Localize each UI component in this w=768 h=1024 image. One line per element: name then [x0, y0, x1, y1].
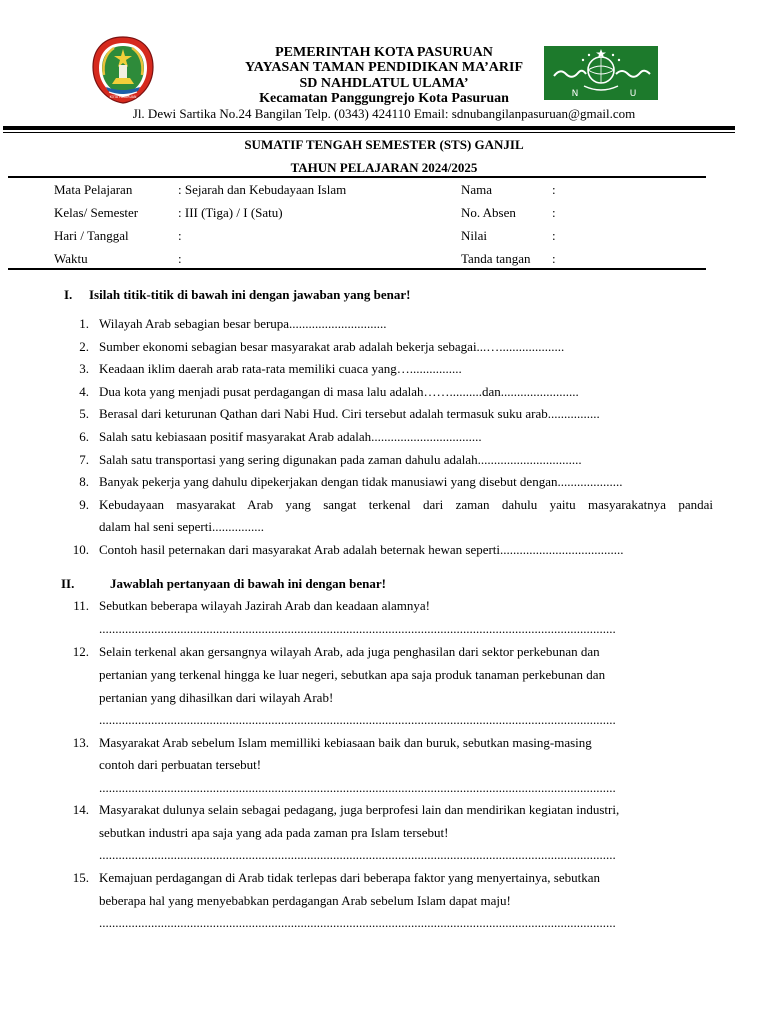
- question-number: 11.: [73, 598, 89, 613]
- identity-value: :: [552, 251, 556, 266]
- question-number: 2.: [79, 339, 89, 354]
- question-number: 3.: [79, 361, 89, 376]
- header-foundation: YAYASAN TAMAN PENDIDIKAN MA’ARIF: [244, 60, 524, 75]
- identity-value: : Sejarah dan Kebudayaan Islam: [178, 182, 347, 197]
- question-text: Sebutkan beberapa wilayah Jazirah Arab dan keadaan alamnya!: [99, 598, 430, 613]
- identity-top-border: [8, 176, 706, 178]
- answer-line[interactable]: ...............................................................................................................................................................: [99, 780, 616, 795]
- identity-label: Mata Pelajaran: [54, 182, 133, 197]
- header-divider-thin: [3, 132, 735, 133]
- question-text: Masyarakat dulunya selain sebagai pedagang, juga berprofesi lain dan mendirikan kegiatan industri,: [99, 802, 620, 817]
- answer-line[interactable]: ...............................................................................................................................................................: [99, 915, 616, 930]
- header-address: Jl. Dewi Sartika No.24 Bangilan Telp. (0343) 424110 Email: sdnubangilanpasuruan@gmail.com: [132, 106, 636, 121]
- identity-bottom-border: [8, 268, 706, 270]
- question-text-continued: beberapa hal yang menyebabkan perdagangan Arab sebelum Islam dapat maju!: [99, 893, 511, 908]
- header-divider-thick: [3, 126, 735, 130]
- svg-text:KOTA PASURUAN: KOTA PASURUAN: [109, 95, 137, 99]
- question-text-continued: dalam hal seni seperti................: [99, 519, 264, 534]
- question-text: Banyak pekerja yang dahulu dipekerjakan dengan tidak manusiawi yang disebut dengan....................: [99, 474, 623, 489]
- question-number: 7.: [79, 452, 89, 467]
- answer-line[interactable]: ...............................................................................................................................................................: [99, 712, 616, 727]
- header-school-name: SD NAHDLATUL ULAMA’: [299, 76, 469, 91]
- answer-line[interactable]: ...............................................................................................................................................................: [99, 621, 616, 636]
- question-text: Masyarakat Arab sebelum Islam memilliki kebiasaan baik dan buruk, sebutkan masing-masing: [99, 735, 592, 750]
- header-district: Kecamatan Panggungrejo Kota Pasuruan: [259, 91, 509, 106]
- question-number: 13.: [72, 735, 89, 750]
- identity-value: :: [178, 228, 182, 243]
- question-number: 12.: [72, 644, 89, 659]
- identity-label: No. Absen: [461, 205, 516, 220]
- identity-label: Hari / Tanggal: [54, 228, 129, 243]
- identity-value: :: [552, 182, 556, 197]
- question-text: Sumber ekonomi sebagian besar masyarakat arab adalah bekerja sebagai...…....................: [99, 339, 565, 354]
- svg-text:U: U: [629, 89, 637, 99]
- section-heading: Jawablah pertanyaan di bawah ini dengan benar!: [110, 576, 386, 591]
- question-number: 14.: [72, 802, 89, 817]
- question-number: 1.: [79, 316, 89, 331]
- header-government: PEMERINTAH KOTA PASURUAN: [275, 45, 493, 60]
- question-number: 5.: [79, 406, 89, 421]
- identity-label: Nama: [461, 182, 493, 197]
- question-text: Dua kota yang menjadi pusat perdagangan di masa lalu adalah……..........dan........................: [99, 384, 579, 399]
- answer-line[interactable]: ...............................................................................................................................................................: [99, 847, 616, 862]
- question-text: Berasal dari keturunan Qathan dari Nabi Hud. Ciri tersebut adalah termasuk suku arab................: [99, 406, 600, 421]
- identity-value: : III (Tiga) / I (Satu): [178, 205, 283, 220]
- question-text: Kemajuan perdagangan di Arab tidak terlepas dari beberapa faktor yang menyertainya, sebutkan: [99, 870, 601, 885]
- question-text: Selain terkenal akan gersangnya wilayah Arab, ada juga penghasilan dari sektor perkebunan dan: [99, 644, 600, 659]
- identity-value: :: [552, 228, 556, 243]
- question-number: 15.: [72, 870, 89, 885]
- identity-value: :: [178, 251, 182, 266]
- section-number: I.: [64, 287, 73, 302]
- identity-label: Tanda tangan: [461, 251, 531, 266]
- question-number: 6.: [79, 429, 89, 444]
- question-text: Kebudayaan masyarakat Arab yang sangat terkenal dari zaman dahulu yaitu masyarakatnya pandai: [99, 497, 713, 512]
- question-number: 8.: [79, 474, 89, 489]
- question-text: Keadaan iklim daerah arab rata-rata memiliki cuaca yang…................: [99, 361, 462, 376]
- question-number: 10.: [72, 542, 89, 557]
- question-number: 9.: [79, 497, 89, 512]
- question-text: Wilayah Arab sebagian besar berupa..............................: [99, 316, 387, 331]
- question-number: 4.: [79, 384, 89, 399]
- question-text-continued: contoh dari perbuatan tersebut!: [99, 757, 262, 772]
- svg-text:N: N: [571, 89, 579, 99]
- section-number: II.: [61, 576, 75, 591]
- academic-year: TAHUN PELAJARAN 2024/2025: [290, 160, 478, 175]
- question-text: Salah satu transportasi yang sering digunakan pada zaman dahulu adalah................................: [99, 452, 582, 467]
- question-text: Contoh hasil peternakan dari masyarakat Arab adalah beternak hewan seperti......................................: [99, 542, 624, 557]
- question-text-continued: sebutkan industri apa saja yang ada pada zaman pra Islam tersebut!: [99, 825, 449, 840]
- exam-title: SUMATIF TENGAH SEMESTER (STS) GANJIL: [244, 137, 524, 152]
- question-text: Salah satu kebiasaan positif masyarakat Arab adalah..................................: [99, 429, 482, 444]
- identity-label: Kelas/ Semester: [54, 205, 139, 220]
- question-text-continued: pertanian yang dihasilkan dari wilayah Arab!: [99, 690, 334, 705]
- section-heading: Isilah titik-titik di bawah ini dengan jawaban yang benar!: [89, 287, 411, 302]
- question-text-continued: pertanian yang terkenal hingga ke luar negeri, sebutkan apa saja produk tanaman perkebunan dan: [99, 667, 606, 682]
- identity-value: :: [552, 205, 556, 220]
- identity-label: Waktu: [54, 251, 88, 266]
- identity-label: Nilai: [461, 228, 487, 243]
